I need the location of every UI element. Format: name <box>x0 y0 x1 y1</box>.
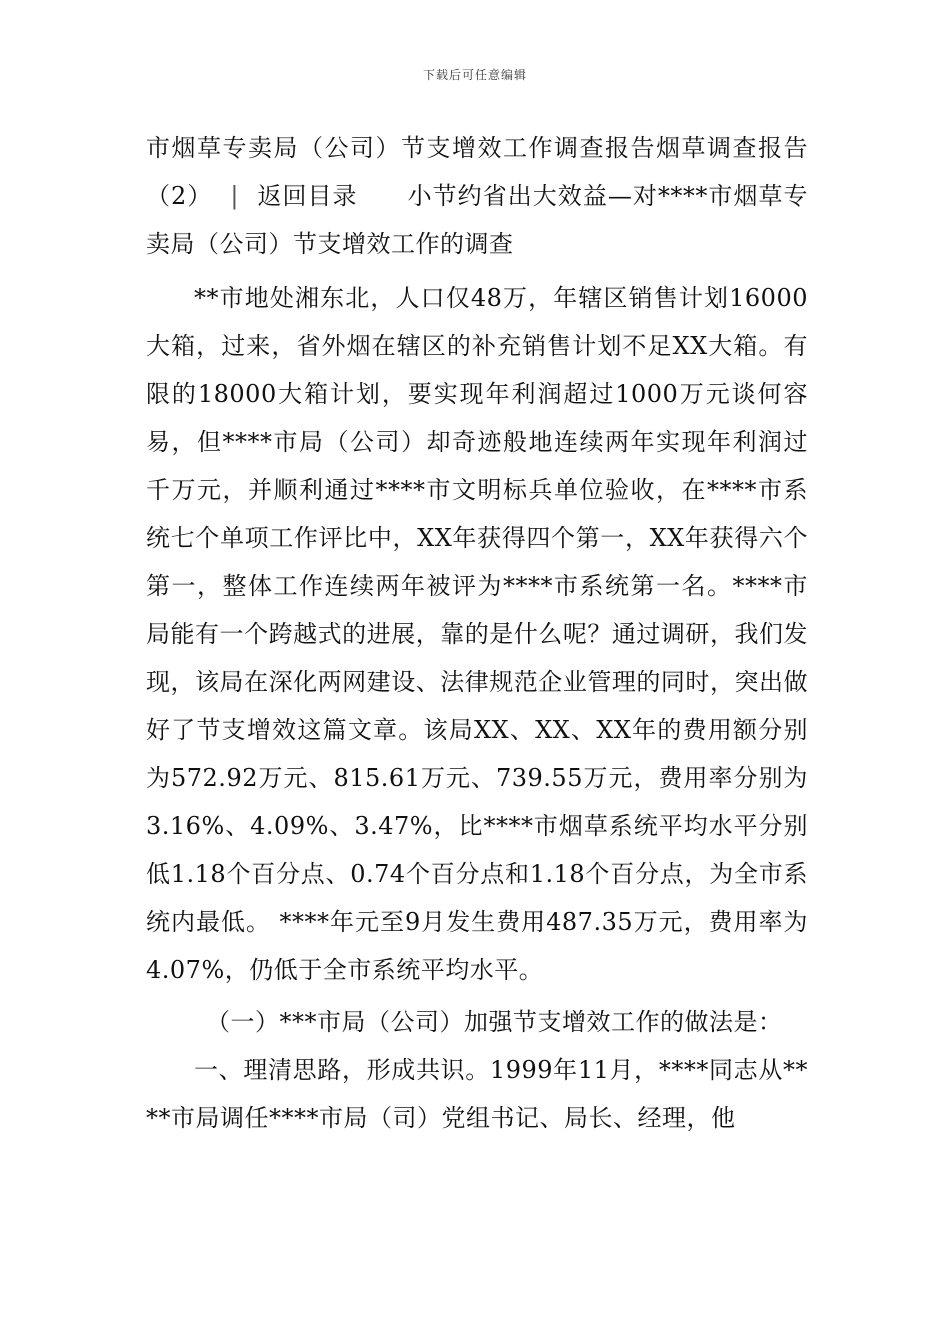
document-body <box>146 124 808 1142</box>
paragraph-intro: **市地处湘东北，人口仅48万，年辖区销售计划16000大箱，过来，省外烟在辖区的补充销售计划不足XX大箱。有限的18000大箱计划，要实现年利润超过1000万元谈何容易，但****市局（公司）却奇迹般地连续两年实现年利润过千万元，并顺利通过****市文明标兵单位验收，在****市系统七个单项工作评比中，XX年获得四个第一，XX年获得六个第一，整体工作连续两年被评为****市系统第一名。****市局能有一个跨越式的进展，靠的是什么呢？通过调研，我们发现，该局在深化两网建设、法律规范企业管理的同时，突出做好了节支增效这篇文章。该局XX、XX、XX年的费用额分别为572.92万元、815.61万元、739.55万元，费用率分别为3.16%、4.09%、3.47%，比****市烟草系统平均水平分别低1.18个百分点、0.74个百分点和1.18个百分点，为全市系统内最低。 ****年元至9月发生费用487.35万元，费用率为4.07%，仍低于全市系统平均水平。 <box>146 284 808 984</box>
title-part-1: 市烟草专卖局（公司）节支增效工作调查报告烟草调查报告（2） <box>146 134 808 210</box>
title-part-2: 返回目录 小节约省出大效益—对****市烟草专卖局（公司）节支增效工作的调查 <box>146 182 808 258</box>
title-separator: | <box>230 182 239 210</box>
document-title <box>146 124 808 268</box>
header-note: 下载后可任意编辑 <box>422 68 527 82</box>
section-heading: （一）***市局（公司）加强节支增效工作的做法是： <box>206 1008 783 1036</box>
paragraph-section-1: 一、理清思路，形成共识。1999年11月，****同志从****市局调任****市局（司）党组书记、局长、经理，他 <box>146 1056 808 1132</box>
